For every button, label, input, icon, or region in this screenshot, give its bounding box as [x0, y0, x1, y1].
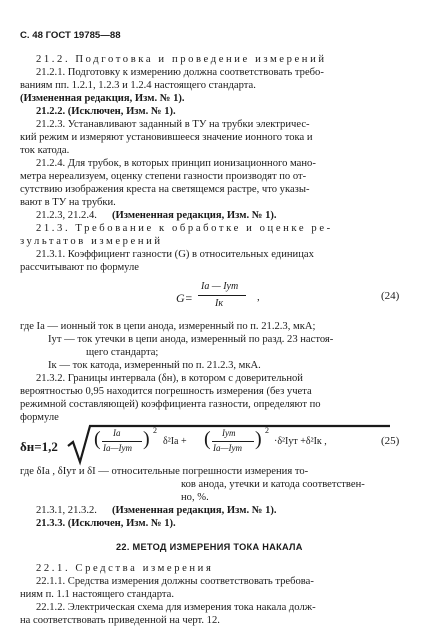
fraction-bar: [198, 295, 246, 296]
square-exponent: 2: [153, 426, 157, 435]
amendment-note: (Измененная редакция, Изм. № 1).: [112, 505, 277, 516]
paragraph-line: 22.1.1. Средства измерения должны соответствовать требова-: [36, 576, 314, 587]
definition-line: Iк — ток катода, измеренный по п. 21.2.3, мкА.: [48, 360, 261, 371]
formula-number: (24): [381, 290, 400, 302]
definition-line: щего стандарта;: [86, 347, 159, 358]
formula-lhs: G=: [176, 291, 193, 305]
fraction-bar: [102, 441, 142, 442]
term-1: δ²Iа +: [163, 436, 187, 447]
term-2: ·δ²Iут +δ²Iк ,: [274, 436, 327, 447]
paren-close: ): [255, 428, 262, 450]
paragraph-line: 21.3.1. Коэффициент газности (G) в относительных единицах: [36, 249, 314, 260]
paragraph-line: 22.1.2. Электрическая схема для измерения тока накала долж-: [36, 602, 316, 613]
amendment-note: (Измененная редакция, Изм. № 1).: [20, 93, 185, 104]
paragraph-line: вают в ТУ на трубки.: [20, 197, 116, 208]
section-title-22: 22. МЕТОД ИЗМЕРЕНИЯ ТОКА НАКАЛА: [116, 542, 303, 552]
definition-line: где Iа — ионный ток в цепи анода, измеренный по п. 21.2.3, мкА;: [20, 321, 316, 332]
paragraph-line: на соответствовать приведенной на черт. 12.: [20, 615, 220, 626]
amendment-ref: 21.3.1, 21.3.2.: [36, 505, 97, 516]
paren-close: ): [143, 428, 150, 450]
paren-open: (: [94, 428, 101, 450]
fraction1-denominator: Iа—Iут: [103, 443, 132, 453]
paragraph-line: 21.3.2. Границы интервала (δн), в котором с доверительной: [36, 373, 303, 384]
paragraph-line: кий режим и измеряют установившееся значение ионного тока и: [20, 132, 313, 143]
paragraph-line: ток катода.: [20, 145, 70, 156]
fraction2-denominator: Iа—Iут: [213, 443, 242, 453]
paragraph-line: формуле: [20, 412, 59, 423]
excluded-note: 21.3.3. (Исключен, Изм. № 1).: [36, 518, 176, 529]
definition-line: Iут — ток утечки в цепи анода, измеренный по разд. 23 настоя-: [48, 334, 334, 345]
paragraph-line: рассчитывают по формуле: [20, 262, 139, 273]
amendment-ref: 21.2.3, 21.2.4.: [36, 210, 97, 221]
excluded-note: 21.2.2. (Исключен, Изм. № 1).: [36, 106, 176, 117]
paragraph-line: ваниям пп. 1.2.1, 1.2.3 и 1.2.4 настоящего стандарта.: [20, 80, 256, 91]
subsection-heading-21-3-cont: зультатов измерений: [20, 236, 163, 247]
paragraph-line: ниям п. 1.1 настоящего стандарта.: [20, 589, 175, 600]
square-exponent: 2: [265, 426, 269, 435]
paragraph-line: 21.2.4. Для трубок, в которых принцип ионизационного мано-: [36, 158, 316, 169]
paragraph-line: 21.2.3. Устанавливают заданный в ТУ на трубки электричес-: [36, 119, 310, 130]
formula-comma: ,: [257, 291, 260, 303]
paragraph-line: режимной составляющей) коэффициента газности, определяют по: [20, 399, 321, 410]
formula-lhs: δн=1,2: [20, 439, 58, 454]
paragraph-line: метра нереализуем, оценку степени газности производят по от-: [20, 171, 307, 182]
definition-line: ков анода, утечки и катода соответствен-: [181, 479, 365, 490]
paragraph-line: сутствию изображения креста на светящемся растре, что указы-: [20, 184, 310, 195]
fraction-bar: [212, 441, 254, 442]
amendment-note: (Измененная редакция, Изм. № 1).: [112, 210, 277, 221]
subsection-heading-22-1: 22.1. Средства измерения: [36, 563, 214, 574]
subsection-heading-21-3: 21.3. Требование к обработке и оценке ре-: [36, 223, 333, 234]
paragraph-line: вероятностью 0,95 находится погрешность измерения (без учета: [20, 386, 312, 397]
formula-number: (25): [381, 435, 400, 447]
formula-numerator: Iа — Iут: [201, 281, 239, 292]
paren-open: (: [204, 428, 211, 450]
definition-line: но, %.: [181, 492, 209, 503]
definition-line: где δIа , δIут и δI — относительные погрешности измерения то-: [20, 466, 309, 477]
page-header: С. 48 ГОСТ 19785—88: [20, 30, 121, 41]
formula-denominator: Iк: [215, 298, 224, 309]
subsection-heading-21-2: 21.2. Подготовка и проведение измерений: [36, 54, 327, 65]
fraction2-numerator: Iут: [222, 428, 236, 438]
paragraph-line: 21.2.1. Подготовку к измерению должна соответствовать требо-: [36, 67, 324, 78]
fraction1-numerator: Iа: [113, 428, 121, 438]
